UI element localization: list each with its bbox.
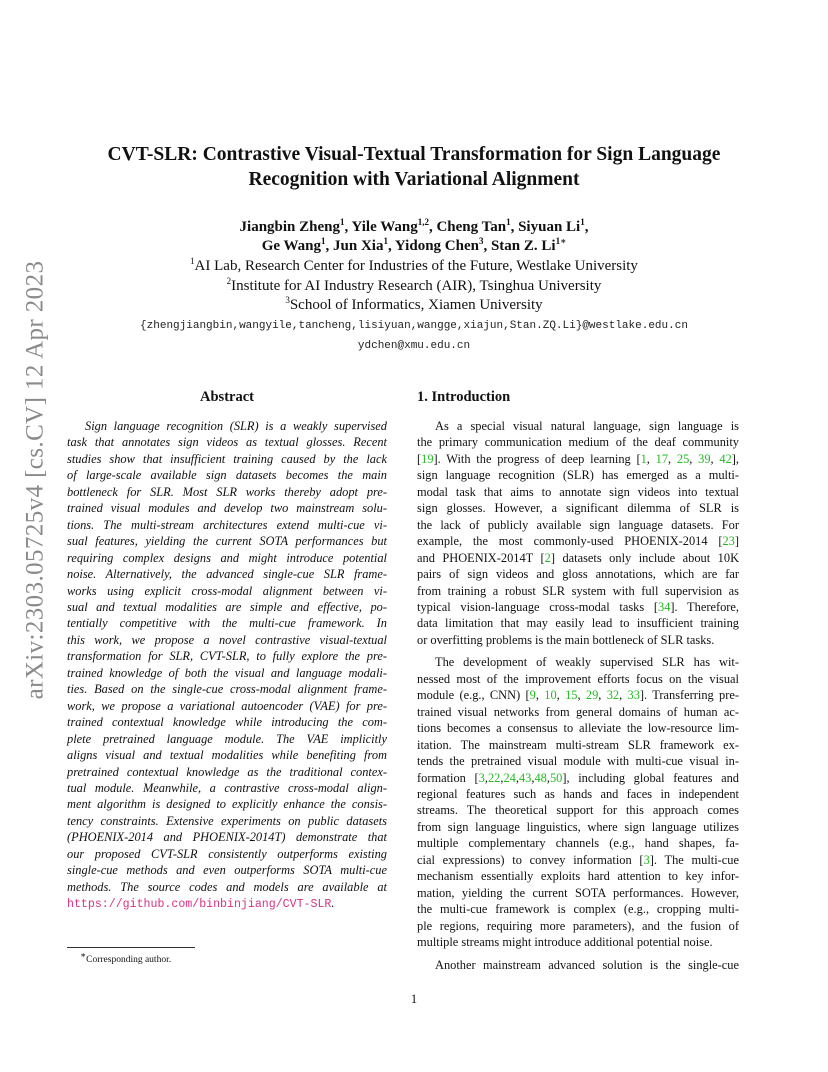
text-run: modal task that aims to annotate sign videos into textual bbox=[417, 484, 739, 499]
text-run: ]. Transferring pre- bbox=[639, 688, 739, 703]
affiliation-line bbox=[70, 277, 758, 297]
abstract-line: trained visual modules and develop two mainstream solu- bbox=[67, 501, 387, 516]
author-name: Cheng Tan bbox=[436, 219, 507, 235]
citation-link[interactable]: 33 bbox=[627, 688, 640, 703]
affiliations bbox=[70, 257, 758, 316]
left-column bbox=[67, 388, 387, 914]
author-affiliation-mark: 1,2 bbox=[417, 217, 429, 227]
citation-link[interactable]: 23 bbox=[722, 534, 735, 549]
abstract-line: Sign language recognition (SLR) is a weakly supervised bbox=[85, 419, 387, 433]
abstract-line: transformation for SLR, CVT-SLR, to fully explore the pre- bbox=[67, 649, 387, 664]
abstract-line: pretrained contextual knowledge as the traditional contex- bbox=[67, 764, 387, 779]
author-name: Stan Z. Li bbox=[490, 238, 556, 254]
footnote-mark: ∗ bbox=[80, 949, 87, 960]
abstract-line: tency constraints. Extensive experiments on public datasets bbox=[67, 813, 387, 828]
paragraph-line bbox=[417, 467, 739, 483]
author-affiliation-mark: 1 bbox=[580, 217, 585, 227]
abstract-heading: Abstract bbox=[200, 389, 254, 405]
text-run: ], bbox=[731, 451, 740, 466]
paragraph-line bbox=[417, 500, 739, 516]
citation-link[interactable]: 10 bbox=[544, 688, 557, 703]
text-run: , bbox=[484, 770, 488, 785]
author-separator: , bbox=[428, 219, 437, 235]
citation-link[interactable]: 15 bbox=[565, 688, 578, 703]
text-run: Another mainstream advanced solution is the single-cue bbox=[435, 957, 739, 972]
abstract-line: ties. Based on the single-cue cross-modal alignment frame- bbox=[67, 682, 387, 697]
text-run: or overfitting problems is the main bottleneck of SLR tasks. bbox=[417, 632, 715, 647]
abstract-line: single-cue methods and even outperforms SOTA multi-cue bbox=[67, 863, 387, 878]
text-run: , bbox=[515, 770, 519, 785]
text-run: , bbox=[710, 451, 720, 466]
text-run: , bbox=[546, 770, 550, 785]
author-affiliation-mark: 1 bbox=[383, 236, 388, 246]
citation-link[interactable]: 1 bbox=[640, 451, 647, 466]
abstract-line: task that annotates sign videos as textual glosses. Recent bbox=[67, 435, 387, 450]
text-run: from sign language linguistics, where sign language utilizes bbox=[417, 819, 739, 834]
paragraph-line bbox=[417, 632, 739, 648]
author-line-1 bbox=[70, 218, 758, 237]
paragraph-line bbox=[417, 901, 739, 917]
abstract-body bbox=[67, 418, 387, 914]
paragraph-line bbox=[417, 835, 739, 851]
abstract-line: requiring complex designs and might introduce potential bbox=[67, 550, 387, 565]
paragraph-line bbox=[417, 885, 739, 901]
text-run: tends the pretrained visual module with multi-cue visual in- bbox=[417, 754, 739, 769]
author-line-2 bbox=[70, 237, 758, 256]
citation-link[interactable]: 3 bbox=[478, 770, 485, 785]
abstract-line: our proposed CVT-SLR consistently outperforms existing bbox=[67, 846, 387, 861]
abstract-line: ment algorithm is designed to explicitly enhance the consis- bbox=[67, 797, 387, 812]
text-run: ]. The multi-cue bbox=[649, 852, 739, 867]
author-affiliation-mark: 1 bbox=[321, 236, 326, 246]
paragraph-line bbox=[417, 737, 739, 753]
text-run: , bbox=[619, 688, 628, 703]
text-run: ], including global features and bbox=[562, 770, 739, 785]
author-separator: , bbox=[344, 219, 352, 235]
citation-link[interactable]: 42 bbox=[719, 451, 732, 466]
author-name: Siyuan Li bbox=[518, 219, 581, 235]
text-run: trained visual networks from general domains of human ac- bbox=[417, 704, 739, 719]
abstract-line: this work, we propose a novel contrastive visual-textual bbox=[67, 632, 387, 647]
abstract-line: (PHOENIX-2014 and PHOENIX-2014T) demonstrate that bbox=[67, 830, 387, 845]
abstract-line: of large-scale available sign datasets becomes the main bbox=[67, 468, 387, 483]
text-run: regional features such as hands and faces in independent bbox=[417, 786, 739, 801]
paragraph-line bbox=[417, 770, 739, 786]
abstract-line: studies show that insufficient training caused by the lack bbox=[67, 451, 387, 466]
introduction-paragraph-3 bbox=[417, 957, 739, 973]
text-run: [ bbox=[417, 451, 422, 466]
text-run: mation, yielding the current SOTA performances. However, bbox=[417, 885, 739, 900]
paragraph-line bbox=[417, 566, 739, 582]
author-name: Yidong Chen bbox=[394, 238, 479, 254]
abstract-line: noise. Alternatively, the advanced single-cue SLR frame- bbox=[67, 567, 387, 582]
paragraph-line bbox=[417, 583, 739, 599]
author-name: Jun Xia bbox=[333, 238, 384, 254]
abstract-line: aligns visual and textual modalities while benefiting from bbox=[67, 748, 387, 763]
affiliation-text: AI Lab, Research Center for Industries of the Future, Westlake University bbox=[194, 258, 638, 274]
text-run: ple regions, requiring more parameters), and the fusion of bbox=[417, 918, 739, 933]
page-number: 1 bbox=[410, 992, 418, 1006]
affiliation-mark: 2 bbox=[226, 275, 232, 286]
text-run: multiple complementary channels (e.g., hand shapes, fa- bbox=[417, 836, 739, 851]
text-run: , bbox=[556, 688, 566, 703]
author-separator: , bbox=[325, 238, 334, 254]
text-run: cial expressions) to convey information [ bbox=[417, 852, 644, 867]
paragraph-line bbox=[417, 720, 739, 736]
abstract-line: plete pretrained language module. The VAE implicitly bbox=[67, 731, 387, 746]
paragraph-line bbox=[417, 868, 739, 884]
text-run: , bbox=[646, 451, 656, 466]
abstract-line: works using explicit cross-modal alignment between vi- bbox=[67, 583, 387, 598]
paragraph-line bbox=[417, 687, 739, 703]
affiliation-line bbox=[70, 257, 758, 277]
abstract-line: tentially competitive with the multi-cue framework. In bbox=[67, 616, 387, 631]
title-line-1: CVT-SLR: Contrastive Visual-Textual Transformation for Sign Language bbox=[107, 144, 721, 165]
citation-link[interactable]: 2 bbox=[544, 550, 551, 565]
citation-link[interactable]: 43 bbox=[518, 770, 532, 785]
paper-title bbox=[70, 142, 758, 192]
affiliation-mark: 1 bbox=[190, 256, 195, 266]
citation-link[interactable]: 50 bbox=[549, 770, 563, 785]
text-run: data limitation that may easily lead to insufficient training bbox=[417, 616, 739, 631]
text-run: , bbox=[531, 770, 535, 785]
footnote bbox=[80, 949, 172, 966]
paragraph-line bbox=[417, 418, 739, 434]
citation-link[interactable]: 17 bbox=[655, 451, 669, 466]
abstract-line: sual and textual modalities are simple and effective, po- bbox=[67, 599, 387, 614]
author-separator: , bbox=[483, 238, 491, 254]
text-run: streams. The theoretical support for this approach comes bbox=[417, 803, 739, 818]
text-run: , bbox=[598, 688, 607, 703]
text-run: itation. The mainstream multi-stream SLR framework ex- bbox=[417, 737, 739, 752]
abstract-period: . bbox=[331, 896, 335, 911]
author-affiliation-mark: 1∗ bbox=[555, 236, 567, 246]
author-name: Jiangbin Zheng bbox=[239, 219, 340, 235]
text-run: sign glosses. However, a significant dilemma of SLR is bbox=[417, 501, 739, 516]
citation-link[interactable]: 32 bbox=[606, 688, 620, 703]
paragraph-line bbox=[417, 533, 739, 549]
text-run: sign language recognition (SLR) has emerged as a multi- bbox=[417, 468, 739, 483]
abstract-line: tions. The multi-stream architectures extend multi-cue vi- bbox=[67, 517, 387, 532]
introduction-heading: 1. Introduction bbox=[417, 389, 511, 405]
paragraph-line bbox=[417, 484, 739, 500]
text-run: As a special visual natural language, sign language is bbox=[435, 419, 739, 433]
abstract-line bbox=[67, 895, 387, 913]
paragraph-line bbox=[417, 615, 739, 631]
text-run: formation [ bbox=[417, 770, 479, 785]
text-run: tions becomes a consensus to alleviate the low-resource lim- bbox=[417, 721, 739, 736]
text-run: , bbox=[577, 688, 586, 703]
text-run: ]. With the progress of deep learning [ bbox=[433, 451, 641, 466]
author-separator: , bbox=[510, 219, 519, 235]
text-run: example, the most commonly-used PHOENIX-2014 [ bbox=[417, 534, 723, 549]
text-run: and PHOENIX-2014T [ bbox=[417, 550, 545, 565]
text-run: pairs of sign videos and gloss annotations, which are far bbox=[417, 567, 739, 582]
code-link[interactable]: https://github.com/binbinjiang/CVT-SLR bbox=[67, 898, 332, 912]
text-run: , bbox=[668, 451, 677, 466]
paragraph-line bbox=[417, 517, 739, 533]
paragraph-line bbox=[417, 852, 739, 868]
paragraph-line bbox=[417, 434, 739, 450]
text-run: the lack of publicly available sign language datasets. For bbox=[417, 517, 739, 532]
paragraph-line bbox=[417, 918, 739, 934]
citation-link[interactable]: 22 bbox=[487, 770, 501, 785]
author-list bbox=[70, 218, 758, 256]
footnote-rule bbox=[67, 947, 195, 948]
paragraph-line bbox=[417, 753, 739, 769]
text-run: mechanism essentially exploits hard attention to key infor- bbox=[417, 869, 739, 884]
author-separator: , bbox=[584, 219, 589, 235]
text-run: the primary communication medium of the deaf community bbox=[417, 435, 739, 450]
abstract-line: bottleneck for SLR. Most SLR works thereby adopt pre- bbox=[67, 484, 387, 499]
text-run: , bbox=[535, 688, 545, 703]
citation-link[interactable]: 24 bbox=[503, 770, 516, 785]
affiliation-text: Institute for AI Industry Research (AIR), Tsinghua University bbox=[231, 277, 602, 294]
citation-link[interactable]: 29 bbox=[585, 688, 599, 703]
paragraph-line bbox=[417, 550, 739, 566]
text-run: nessed most of the improvement efforts focus on the visual bbox=[417, 671, 739, 686]
affiliation-text: School of Informatics, Xiamen University bbox=[289, 297, 543, 313]
author-affiliation-mark: 1 bbox=[340, 217, 345, 227]
text-run: the multi-cue framework is complex (e.g., cropping multi- bbox=[417, 902, 739, 917]
text-run: ]. Therefore, bbox=[670, 599, 739, 614]
affiliation-mark: 3 bbox=[285, 295, 290, 305]
paragraph-line bbox=[417, 654, 739, 670]
paragraph-line bbox=[417, 599, 739, 615]
author-emails bbox=[70, 316, 758, 356]
text-run: , bbox=[500, 770, 504, 785]
abstract-line: methods. The source codes and models are available at bbox=[67, 879, 387, 894]
citation-link[interactable]: 19 bbox=[421, 451, 434, 466]
affiliation-line bbox=[70, 296, 758, 316]
paragraph-line bbox=[417, 819, 739, 835]
introduction-paragraph-1 bbox=[417, 418, 739, 648]
introduction-paragraph-2 bbox=[417, 654, 739, 950]
paragraph-line bbox=[417, 934, 739, 950]
text-run: ] bbox=[734, 534, 739, 549]
author-separator: , bbox=[387, 238, 395, 254]
author-affiliation-mark: 1 bbox=[506, 217, 511, 227]
paragraph-line bbox=[417, 671, 739, 687]
paragraph-line bbox=[417, 802, 739, 818]
arxiv-stamp-text: arXiv:2303.05725v4 [cs.CV] 12 Apr 2023 bbox=[21, 260, 48, 700]
email-line-1: {zhengjiangbin,wangyile,tancheng,lisiyuan,wangge,xiajun,Stan.ZQ.Li}@westlake.edu.cn bbox=[140, 320, 688, 332]
citation-link[interactable]: 48 bbox=[534, 770, 547, 785]
text-run: The development of weakly supervised SLR has wit- bbox=[435, 655, 739, 670]
paragraph-line bbox=[417, 704, 739, 720]
citation-link[interactable]: 39 bbox=[698, 451, 711, 466]
abstract-line: trained knowledge of both the visual and language modali- bbox=[67, 665, 387, 680]
paragraph-line bbox=[417, 957, 739, 973]
text-run: from training a robust SLR system with full supervision as bbox=[417, 583, 739, 598]
right-column bbox=[417, 388, 739, 973]
citation-link[interactable]: 34 bbox=[658, 599, 671, 614]
citation-link[interactable]: 25 bbox=[676, 451, 690, 466]
abstract-line: trained contextual knowledge while introducing the com- bbox=[67, 715, 387, 730]
author-affiliation-mark: 3 bbox=[478, 236, 484, 246]
paragraph-line bbox=[417, 786, 739, 802]
text-run: , bbox=[689, 451, 699, 466]
abstract-line: sual features, yielding the current SOTA performances but bbox=[67, 534, 387, 549]
abstract-line: work, we propose a variational autoencoder (VAE) for pre- bbox=[67, 698, 387, 713]
citation-link[interactable]: 3 bbox=[643, 852, 650, 867]
text-run: ] datasets only include about 10K bbox=[550, 550, 740, 565]
text-run: multiple streams might introduce additional potential noise. bbox=[417, 935, 713, 950]
citation-link[interactable]: 9 bbox=[529, 688, 536, 703]
text-run: module (e.g., CNN) [ bbox=[417, 688, 530, 703]
text-run: typical vision-language cross-modal tasks [ bbox=[417, 599, 658, 614]
author-name: Yile Wang bbox=[351, 219, 418, 235]
abstract-line: tual module. Meanwhile, a contrastive cross-modal align- bbox=[67, 780, 387, 795]
email-line-2: ydchen@xmu.edu.cn bbox=[357, 340, 471, 352]
arxiv-identifier-stamp bbox=[14, 260, 56, 700]
paragraph-line bbox=[417, 451, 739, 467]
author-name: Ge Wang bbox=[261, 238, 322, 254]
footnote-text: Corresponding author. bbox=[86, 955, 172, 965]
title-line-2: Recognition with Variational Alignment bbox=[248, 169, 580, 190]
